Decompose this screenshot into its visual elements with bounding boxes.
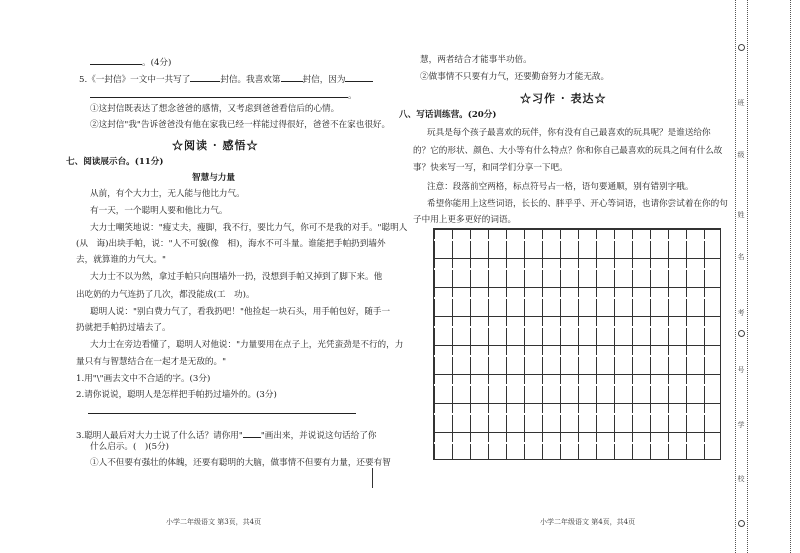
binding-label-class: 班 bbox=[737, 99, 745, 107]
q5-option-2: ②这封信"我"告诉爸爸没有他在家我已经一样能过得很好，爸爸不在家也很好。 bbox=[90, 120, 391, 130]
q2-question: 2.请你说说，聪明人是怎样把手帕扔过墙外的。(3分) bbox=[76, 390, 277, 400]
q3-question-cont: 什么启示。( )(5分) bbox=[90, 442, 170, 452]
binding-label-level: 级 bbox=[737, 151, 745, 159]
prompt-line-0: 玩具是每个孩子最喜欢的玩伴，你有没有自己最喜欢的玩具呢？是谁送给你 bbox=[427, 128, 711, 138]
q3-option-1-cont: 慧，两者结合才能事半功倍。 bbox=[420, 55, 532, 65]
story-line-4: 去，就算谁的力气大。" bbox=[76, 255, 166, 265]
binding-dotted-line-2 bbox=[747, 0, 748, 553]
q4-tail: 。(4分) bbox=[142, 58, 172, 68]
q3-mark-blank[interactable] bbox=[243, 428, 261, 438]
q5-prefix: 5.《一封信》一文中一共写了 bbox=[79, 75, 191, 85]
story-line-3: (从 诲)出块手帕，说："人不可貌(像 相)，海水不可斗量。谁能把手帕扔到墙外 bbox=[76, 239, 386, 249]
prompt-line-1: 的？它的形状、颜色、大小等有什么特点？你和你自己最喜欢的玩具之间有什么故 bbox=[413, 146, 723, 156]
binding-label-surname: 姓 bbox=[737, 211, 745, 219]
q1-question: 1.用"\"画去文中不合适的字。(3分) bbox=[76, 374, 211, 384]
prompt-line-2: 事？快来写一写，和同学们分享一下吧。 bbox=[413, 163, 568, 173]
story-title: 智慧与力量 bbox=[192, 173, 235, 183]
story-line-0: 从前，有个大力士，无人能与他比力气。 bbox=[90, 189, 245, 199]
binding-label-name: 名 bbox=[737, 253, 745, 261]
story-line-6: 出吃奶的力气连扔了几次，都没能成(工 功)。 bbox=[76, 290, 255, 300]
binding-dotted-line-1 bbox=[735, 0, 736, 553]
q2-answer-line[interactable] bbox=[88, 413, 356, 414]
right-page-footer: 小学二年级语文 第4页，共4页 bbox=[540, 518, 636, 526]
q4-answer-line bbox=[90, 55, 171, 69]
left-page-footer: 小学二年级语文 第3页，共4页 bbox=[166, 518, 262, 526]
binding-hole-icon bbox=[738, 330, 745, 337]
binding-label-campus: 校 bbox=[737, 475, 745, 483]
q5-mid2: 封信，因为 bbox=[302, 75, 346, 85]
hint-line-1: 子中用上更多更好的词语。 bbox=[413, 215, 517, 225]
q5-blank-4[interactable] bbox=[90, 88, 348, 98]
q8-title: 八、写话训练营。(20分) bbox=[399, 110, 497, 120]
story-line-8: 扔就把手帕扔过墙去了。 bbox=[76, 323, 171, 333]
story-line-10: 量只有与智慧结合在一起才是无敌的。" bbox=[76, 357, 227, 367]
q5-question bbox=[79, 72, 373, 86]
binding-hole-icon bbox=[738, 520, 745, 527]
section-writing-title: ☆习作 · 表达☆ bbox=[520, 92, 607, 105]
binding-dotted-line-3 bbox=[790, 0, 791, 553]
q5-answer-line: 。 bbox=[90, 88, 357, 102]
q5-blank-2[interactable] bbox=[281, 72, 303, 82]
writing-grid[interactable] bbox=[433, 228, 721, 460]
hint-line-0: 希望你能用上这些词语，长长的、胖乎乎、开心等词语，也请你尝试着在你的句 bbox=[427, 199, 728, 209]
q5-blank-3[interactable] bbox=[345, 72, 373, 82]
story-line-7: 聪明人说："别白费力气了，看我扔吧！"他捡起一块石头，用手帕包好，随手一 bbox=[90, 307, 391, 317]
story-line-9: 大力士在旁边看懂了，聪明人对他说："力量要用在点子上，光凭蛮劲是不行的，力 bbox=[90, 340, 404, 350]
binding-label-number: 号 bbox=[737, 366, 745, 374]
section-reading-title: ☆阅读 · 感悟☆ bbox=[172, 139, 259, 152]
binding-hole-icon bbox=[738, 44, 745, 51]
q5-mid1: 封信。我喜欢第 bbox=[220, 75, 281, 85]
page-divider-mark bbox=[372, 468, 373, 488]
q7-title: 七、阅读展示台。(11分) bbox=[66, 157, 164, 167]
story-line-5: 大力士不以为然，拿过手帕只向围墙外一扔，没想到手帕又掉到了脚下来。他 bbox=[90, 272, 383, 282]
story-line-1: 有一天，一个聪明人要和他比力气。 bbox=[90, 206, 228, 216]
answer-blank[interactable] bbox=[90, 55, 142, 65]
binding-label-school: 学 bbox=[737, 421, 745, 429]
q5-option-1: ①这封信既表达了想念爸爸的感情，又考虑到爸爸看信后的心情。 bbox=[90, 104, 340, 114]
q3-option-2: ②做事情不只要有力气，还要勤奋努力才能无敌。 bbox=[420, 72, 610, 82]
q3-option-1: ①人不但要有强壮的体魄，还要有聪明的大脑，做事情不但要有力量，还要有智 bbox=[90, 458, 391, 468]
story-line-2: 大力士嘲笑地说："瘦丈夫，瘦脚，我不行，要比力气，你可不是我的对手。"聪明人 bbox=[90, 223, 408, 233]
writing-note: 注意：段落前空两格，标点符号占一格，语句要通顺，别有错别字哦。 bbox=[427, 182, 694, 192]
binding-label-exam: 考 bbox=[737, 309, 745, 317]
q5-blank-1[interactable] bbox=[190, 72, 220, 82]
q3-question: 3.聪明人最后对大力士说了什么话？请你用" "画出来，并说说这句话给了你 bbox=[76, 428, 377, 442]
